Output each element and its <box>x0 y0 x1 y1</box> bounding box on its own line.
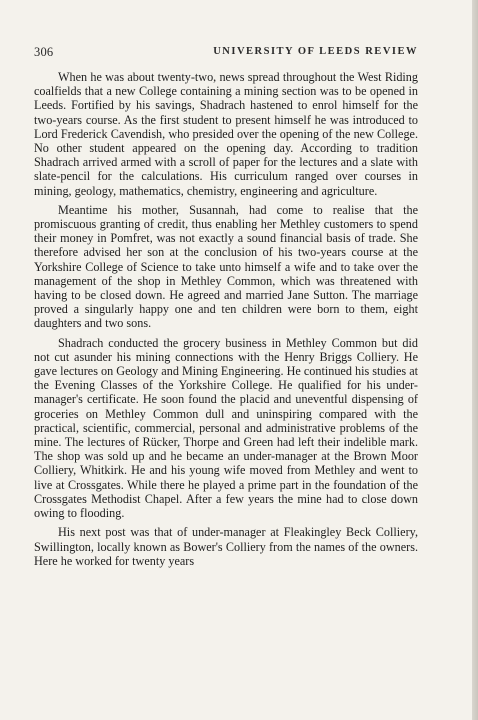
paragraph-2: Meantime his mother, Susannah, had come to realise that the promiscuous granting of credit, thus enabling her Methley customers to spend their money in Pomfret, was not exactly a sound financial basis of trade. She therefore advised her son at the conclusion of his two-years course at the Yorkshire College of Science to take unto himself a wife and to take over the management of the shop in Methley Common, which was threatened with having to be closed down. He agreed and married Jane Sutton. The marriage proved a singularly happy one and ten children were born to them, eight daughters and two sons. <box>34 202 418 331</box>
paragraph-4: His next post was that of under-manager at Fleakingley Beck Colliery, Swillington, locally known as Bower's Colliery from the names of the owners. Here he worked for twenty years <box>34 525 418 568</box>
page-header <box>34 45 418 61</box>
page-number: 306 <box>34 45 54 59</box>
paragraph-3: Shadrach conducted the grocery business in Methley Common but did not cut asunder his mining connections with the Henry Briggs Colliery. He gave lectures on Geology and Mining Engineering. He continued his studies at the Evening Classes of the Yorkshire College. He qualified for his under-manager's certificate. He soon found the placid and uneventful dispensing of groceries on Methley Common dull and uninspiring compared with the practical, scientific, commercial, personal and administrative problems of the mine. The lectures of Rücker, Thorpe and Green had left their indelible mark. The shop was sold up and he became an under-manager at the Brown Moor Colliery, Whitkirk. He and his young wife moved from Methley and went to live at Crossgates. While there he played a prime part in the foundation of the Crossgates Methodist Chapel. After a few years the mine had to close down owing to flooding. <box>34 335 418 521</box>
paragraph-1: When he was about twenty-two, news spread throughout the West Riding coalfields that a new College containing a mining section was to be opened in Leeds. Fortified by his savings, Shadrach hastened to enrol himself for the two-years course. As the first student to present himself he was introduced to Lord Frederick Cavendish, who presided over the opening of the new College. No other student appeared on the opening day. According to tradition Shadrach arrived armed with a scroll of paper for the lectures and a slate with slate-pencil for the calculations. His curriculum ranged over courses in mining, geology, mathematics, chemistry, engineering and agriculture. <box>34 70 418 198</box>
body-text <box>34 70 418 573</box>
page-edge <box>472 0 478 720</box>
running-head: UNIVERSITY OF LEEDS REVIEW <box>213 46 418 57</box>
